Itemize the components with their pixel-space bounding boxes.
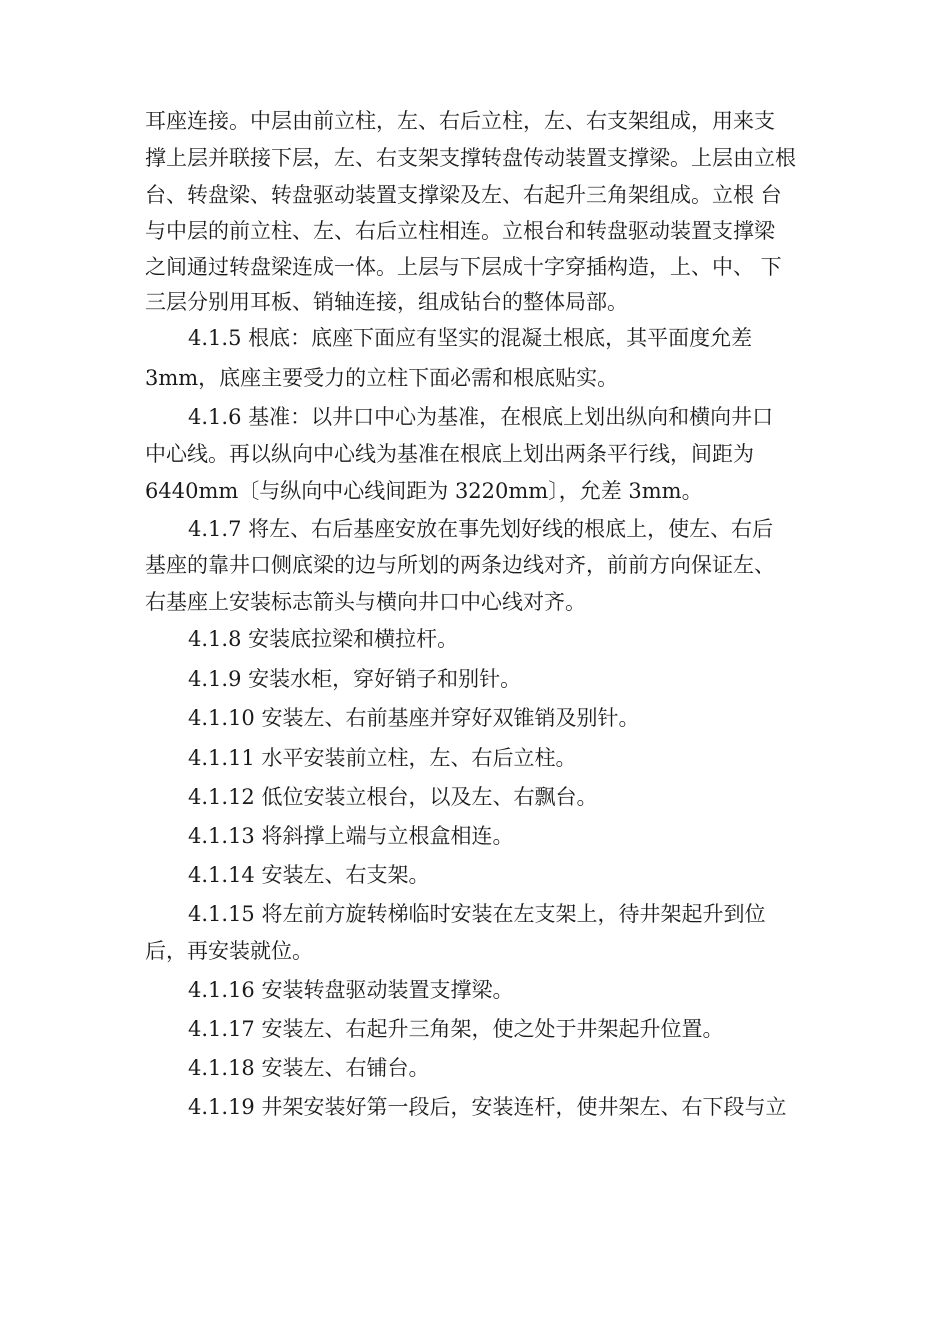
section-4-1-9: 4.1.9 安装水柜，穿好销子和别针。 <box>188 667 522 691</box>
section-4-1-18: 4.1.18 安装左、右铺台。 <box>188 1056 430 1080</box>
text-line: 之间通过转盘梁连成一体。上层与下层成十字穿插构造，上、中、 下 <box>145 255 782 279</box>
section-4-1-19: 4.1.19 井架安装好第一段后，安装连杆，使井架左、右下段与立 <box>188 1095 787 1119</box>
text-line: 三层分别用耳板、销轴连接，组成钻台的整体局部。 <box>145 290 628 314</box>
text-line: 右基座上安装标志箭头与横向井口中心线对齐。 <box>145 590 586 614</box>
text-line: 台、转盘梁、转盘驱动装置支撑梁及左、右起升三角架组成。立根 台 <box>145 183 782 207</box>
text-line: 后，再安装就位。 <box>145 939 313 963</box>
text-line: 与中层的前立柱、左、右后立柱相连。立根台和转盘驱动装置支撑梁 <box>145 219 775 243</box>
text-line: 3mm，底座主要受力的立柱下面必需和根底贴实。 <box>145 366 619 390</box>
text-line: 耳座连接。中层由前立柱，左、右后立柱，左、右支架组成，用来支 <box>145 109 775 133</box>
text-line: 6440mm〔与纵向中心线间距为 3220mm〕，允差 3mm。 <box>145 479 703 503</box>
section-4-1-7: 4.1.7 将左、右后基座安放在事先划好线的根底上，使左、右后 <box>188 517 774 541</box>
section-4-1-5: 4.1.5 根底：底座下面应有坚实的混凝土根底，其平面度允差 <box>188 326 753 350</box>
section-4-1-6: 4.1.6 基准：以井口中心为基准，在根底上划出纵向和横向井口 <box>188 405 774 429</box>
section-4-1-16: 4.1.16 安装转盘驱动装置支撑梁。 <box>188 978 514 1002</box>
section-4-1-13: 4.1.13 将斜撑上端与立根盒相连。 <box>188 824 514 848</box>
section-4-1-17: 4.1.17 安装左、右起升三角架，使之处于井架起升位置。 <box>188 1017 724 1041</box>
section-4-1-11: 4.1.11 水平安装前立柱，左、右后立柱。 <box>188 746 577 770</box>
section-4-1-12: 4.1.12 低位安装立根台，以及左、右飘台。 <box>188 785 598 809</box>
section-4-1-15: 4.1.15 将左前方旋转梯临时安装在左支架上，待井架起升到位 <box>188 902 766 926</box>
section-4-1-8: 4.1.8 安装底拉梁和横拉杆。 <box>188 627 459 651</box>
section-4-1-10: 4.1.10 安装左、右前基座并穿好双锥销及别针。 <box>188 706 640 730</box>
text-line: 撑上层并联接下层，左、右支架支撑转盘传动装置支撑梁。上层由立根 <box>145 146 796 170</box>
text-line: 基座的靠井口侧底梁的边与所划的两条边线对齐，前前方向保证左、 <box>145 553 775 577</box>
text-line: 中心线。再以纵向中心线为基准在根底上划出两条平行线，间距为 <box>145 442 754 466</box>
section-4-1-14: 4.1.14 安装左、右支架。 <box>188 863 430 887</box>
